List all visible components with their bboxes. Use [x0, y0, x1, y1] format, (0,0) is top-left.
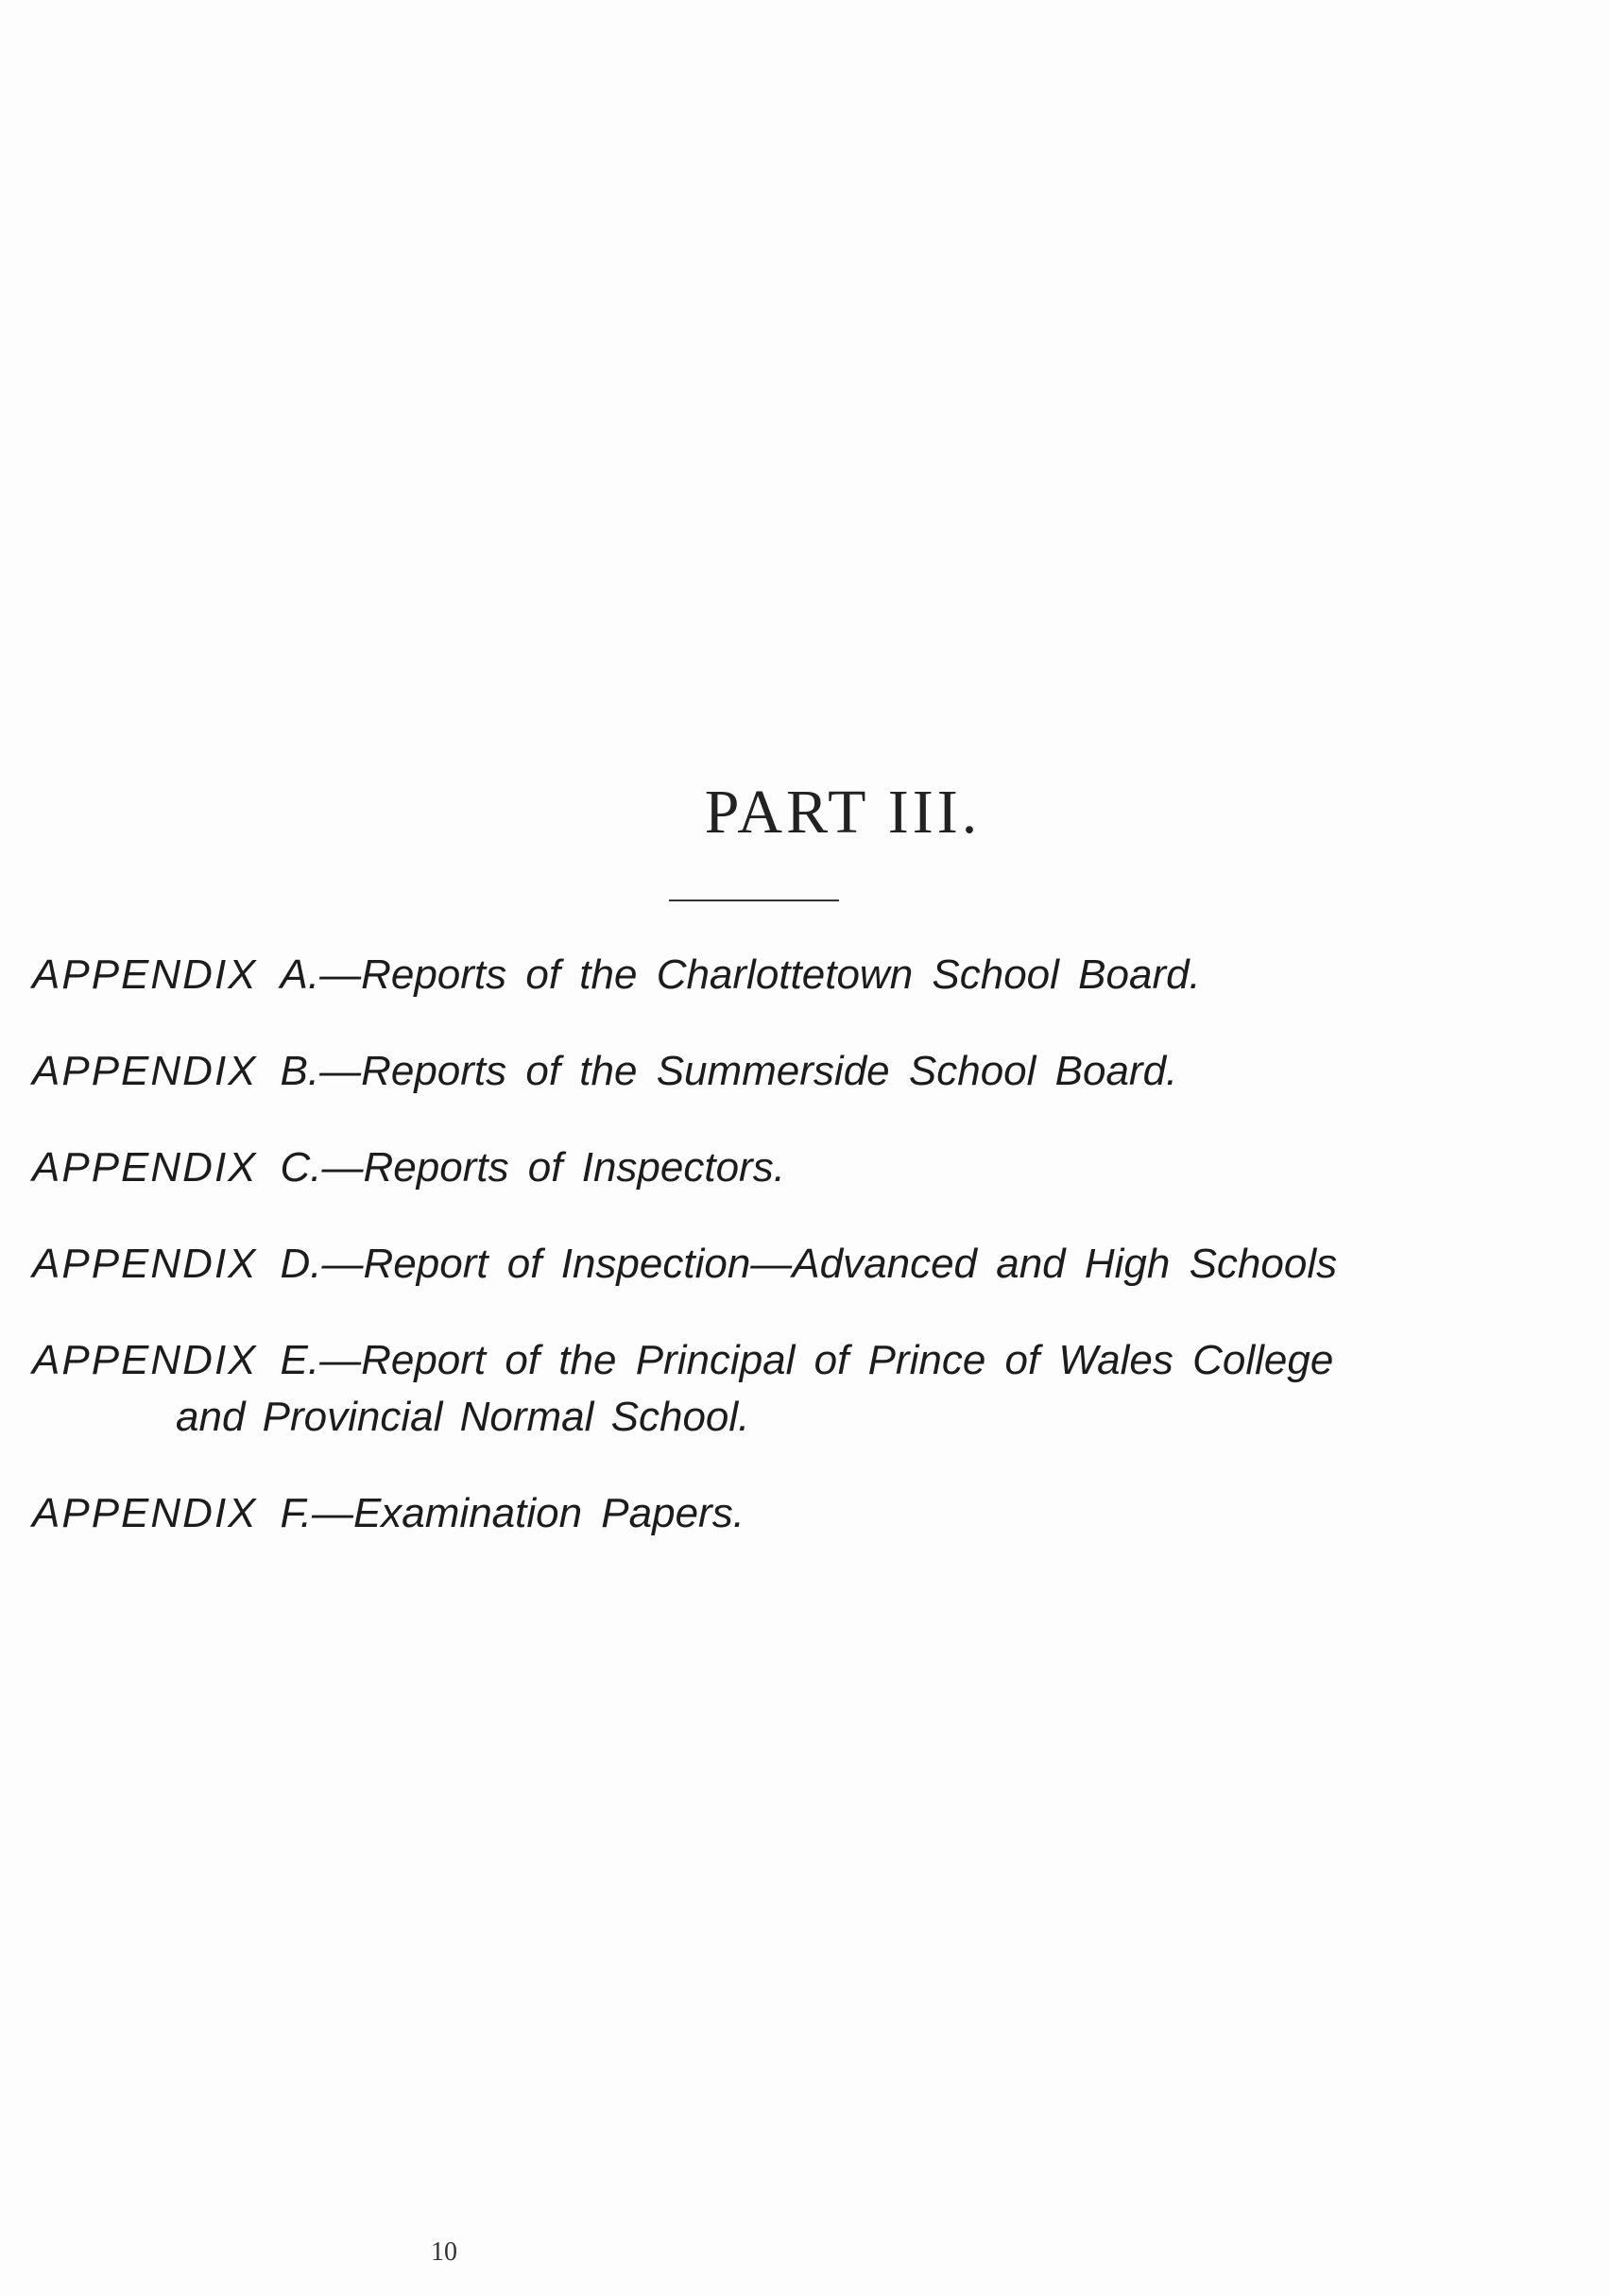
heading-rule [669, 900, 839, 901]
appendix-item-c [32, 1139, 785, 1196]
appendix-label: APPENDIX [32, 1337, 258, 1383]
appendix-text: D.—Report of Inspection—Advanced and High Schools [280, 1241, 1338, 1287]
appendix-text: F.—Examination Papers. [280, 1490, 745, 1536]
appendix-label: APPENDIX [32, 1144, 258, 1191]
appendix-item-e [32, 1332, 1333, 1446]
appendix-item-a [32, 947, 1201, 1003]
appendix-text: A.—Reports of the Charlottetown School Board. [280, 951, 1201, 998]
appendix-label: APPENDIX [32, 1241, 258, 1287]
page-number: 10 [431, 2237, 457, 2267]
appendix-label: APPENDIX [32, 951, 258, 998]
appendix-text: C.—Reports of Inspectors. [280, 1144, 785, 1191]
appendix-text: E.—Report of the Principal of Prince of Wales College [280, 1337, 1334, 1383]
appendix-item-f [32, 1485, 745, 1542]
appendix-item-d [32, 1236, 1337, 1293]
appendix-item-b [32, 1043, 1177, 1100]
appendix-label: APPENDIX [32, 1490, 258, 1536]
page-heading: PART III. [704, 778, 982, 847]
appendix-text: B.—Reports of the Summerside School Board. [280, 1048, 1178, 1094]
appendix-label: APPENDIX [32, 1048, 258, 1094]
appendix-text-continuation: and Provincial Normal School. [176, 1394, 750, 1440]
